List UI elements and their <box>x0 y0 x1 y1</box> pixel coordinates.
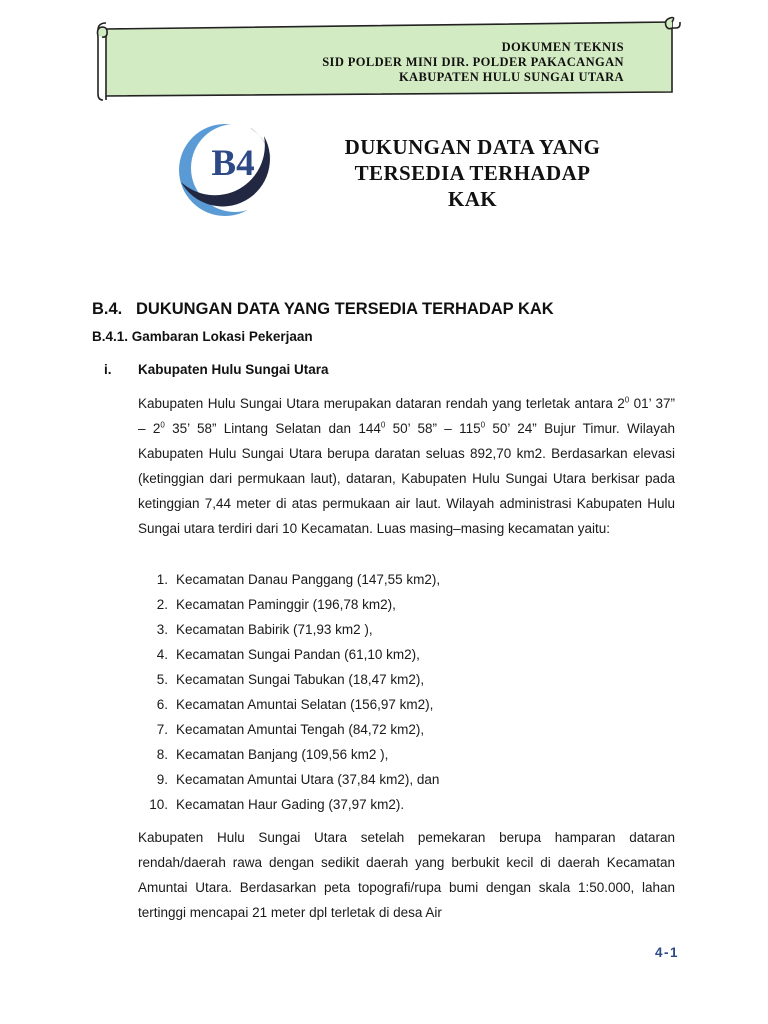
list-item <box>138 642 440 667</box>
header-project-name: SID POLDER MINI DIR. POLDER PAKACANGAN <box>322 55 624 69</box>
chapter-code: B4 <box>211 143 255 184</box>
header-banner <box>92 16 682 102</box>
section-title: DUKUNGAN DATA YANG TERSEDIA TERHADAP KAK <box>136 300 554 318</box>
subsection-title: Gambaran Lokasi Pekerjaan <box>131 329 313 344</box>
list-number: 1. <box>156 572 168 587</box>
list-number: 5. <box>156 672 168 687</box>
list-text: Kecamatan Amuntai Selatan (156,97 km2), <box>176 697 434 712</box>
chapter-title-line: TERSEDIA TERHADAP <box>354 161 591 185</box>
para-text: 50’ 24” Bujur Timur. Wilayah Kabupaten Hulu Sungai Utara berupa daratan seluas 892,70 km2. Berdasarkan elevasi (ketinggian dari permukaan laut), dataran, Kabupaten Hulu Sungai Utara berkisar pada ketinggian 7,44 meter di atas permukaan air laut. Wilayah administrasi Kabupaten Hulu Sungai utara terdiri dari 10 Kecamatan. Luas masing–masing kecamatan yaitu: <box>138 421 675 536</box>
chapter-title <box>300 134 645 212</box>
section-number: B.4. <box>92 300 123 318</box>
list-item <box>138 767 440 792</box>
degree-sup: 0 <box>380 420 386 430</box>
item-heading <box>104 362 329 377</box>
list-number: 3. <box>156 622 168 637</box>
list-item <box>138 567 440 592</box>
item-number: i. <box>104 362 112 377</box>
chapter-title-line: KAK <box>447 187 498 211</box>
subsection-number: B.4.1. <box>92 329 129 344</box>
list-text: Kecamatan Haur Gading (37,97 km2). <box>176 797 405 812</box>
list-text: Kecamatan Danau Panggang (147,55 km2), <box>176 572 441 587</box>
degree-sup: 0 <box>480 420 486 430</box>
paragraph-location <box>138 391 675 541</box>
list-text: Kecamatan Banjang (109,56 km2 ), <box>176 747 389 762</box>
section-heading <box>92 300 554 319</box>
list-text: Kecamatan Amuntai Tengah (84,72 km2), <box>176 722 425 737</box>
list-item <box>138 692 440 717</box>
list-number: 8. <box>156 747 168 762</box>
page-number: 4-1 <box>655 945 680 960</box>
para-text: 35’ 58” Lintang Selatan dan 144 <box>164 421 381 436</box>
paragraph-topography: Kabupaten Hulu Sungai Utara setelah pemekaran berupa hamparan dataran rendah/daerah rawa dengan sedikit daerah yang berbukit kecil di daerah Kecamatan Amuntai Utara. Berdasarkan peta topografi/rupa bumi dengan skala 1:50.000, lahan tertinggi mencapai 21 meter dpl terletak di desa Air <box>138 830 675 920</box>
list-item <box>138 792 440 817</box>
list-number: 9. <box>156 772 168 787</box>
list-text: Kecamatan Sungai Pandan (61,10 km2), <box>176 647 420 662</box>
chapter-logo <box>172 120 278 220</box>
list-number: 6. <box>156 697 168 712</box>
para-text: 01’ 37” – 2 <box>138 396 675 436</box>
subsection-heading <box>92 329 313 344</box>
list-number: 4. <box>156 647 168 662</box>
item-title: Kabupaten Hulu Sungai Utara <box>138 362 329 377</box>
header-doc-type: DOKUMEN TEKNIS <box>501 40 624 54</box>
kecamatan-list <box>138 567 440 817</box>
degree-sup: 0 <box>624 395 630 405</box>
list-text: Kecamatan Amuntai Utara (37,84 km2), dan <box>176 772 440 787</box>
list-item <box>138 742 440 767</box>
list-number: 2. <box>156 597 168 612</box>
list-text: Kecamatan Babirik (71,93 km2 ), <box>176 622 373 637</box>
para-text: 50’ 58” – 115 <box>385 421 481 436</box>
para-text: Kabupaten Hulu Sungai Utara merupakan dataran rendah yang terletak antara 2 <box>138 396 625 411</box>
list-item <box>138 617 440 642</box>
list-text: Kecamatan Paminggir (196,78 km2), <box>176 597 396 612</box>
list-number: 10. <box>149 797 168 812</box>
degree-sup: 0 <box>160 420 165 430</box>
header-region: KABUPATEN HULU SUNGAI UTARA <box>398 70 624 84</box>
list-item <box>138 717 440 742</box>
list-number: 7. <box>156 722 168 737</box>
list-text: Kecamatan Sungai Tabukan (18,47 km2), <box>176 672 425 687</box>
list-item <box>138 592 440 617</box>
list-item <box>138 667 440 692</box>
chapter-title-line: DUKUNGAN DATA YANG <box>344 135 601 159</box>
